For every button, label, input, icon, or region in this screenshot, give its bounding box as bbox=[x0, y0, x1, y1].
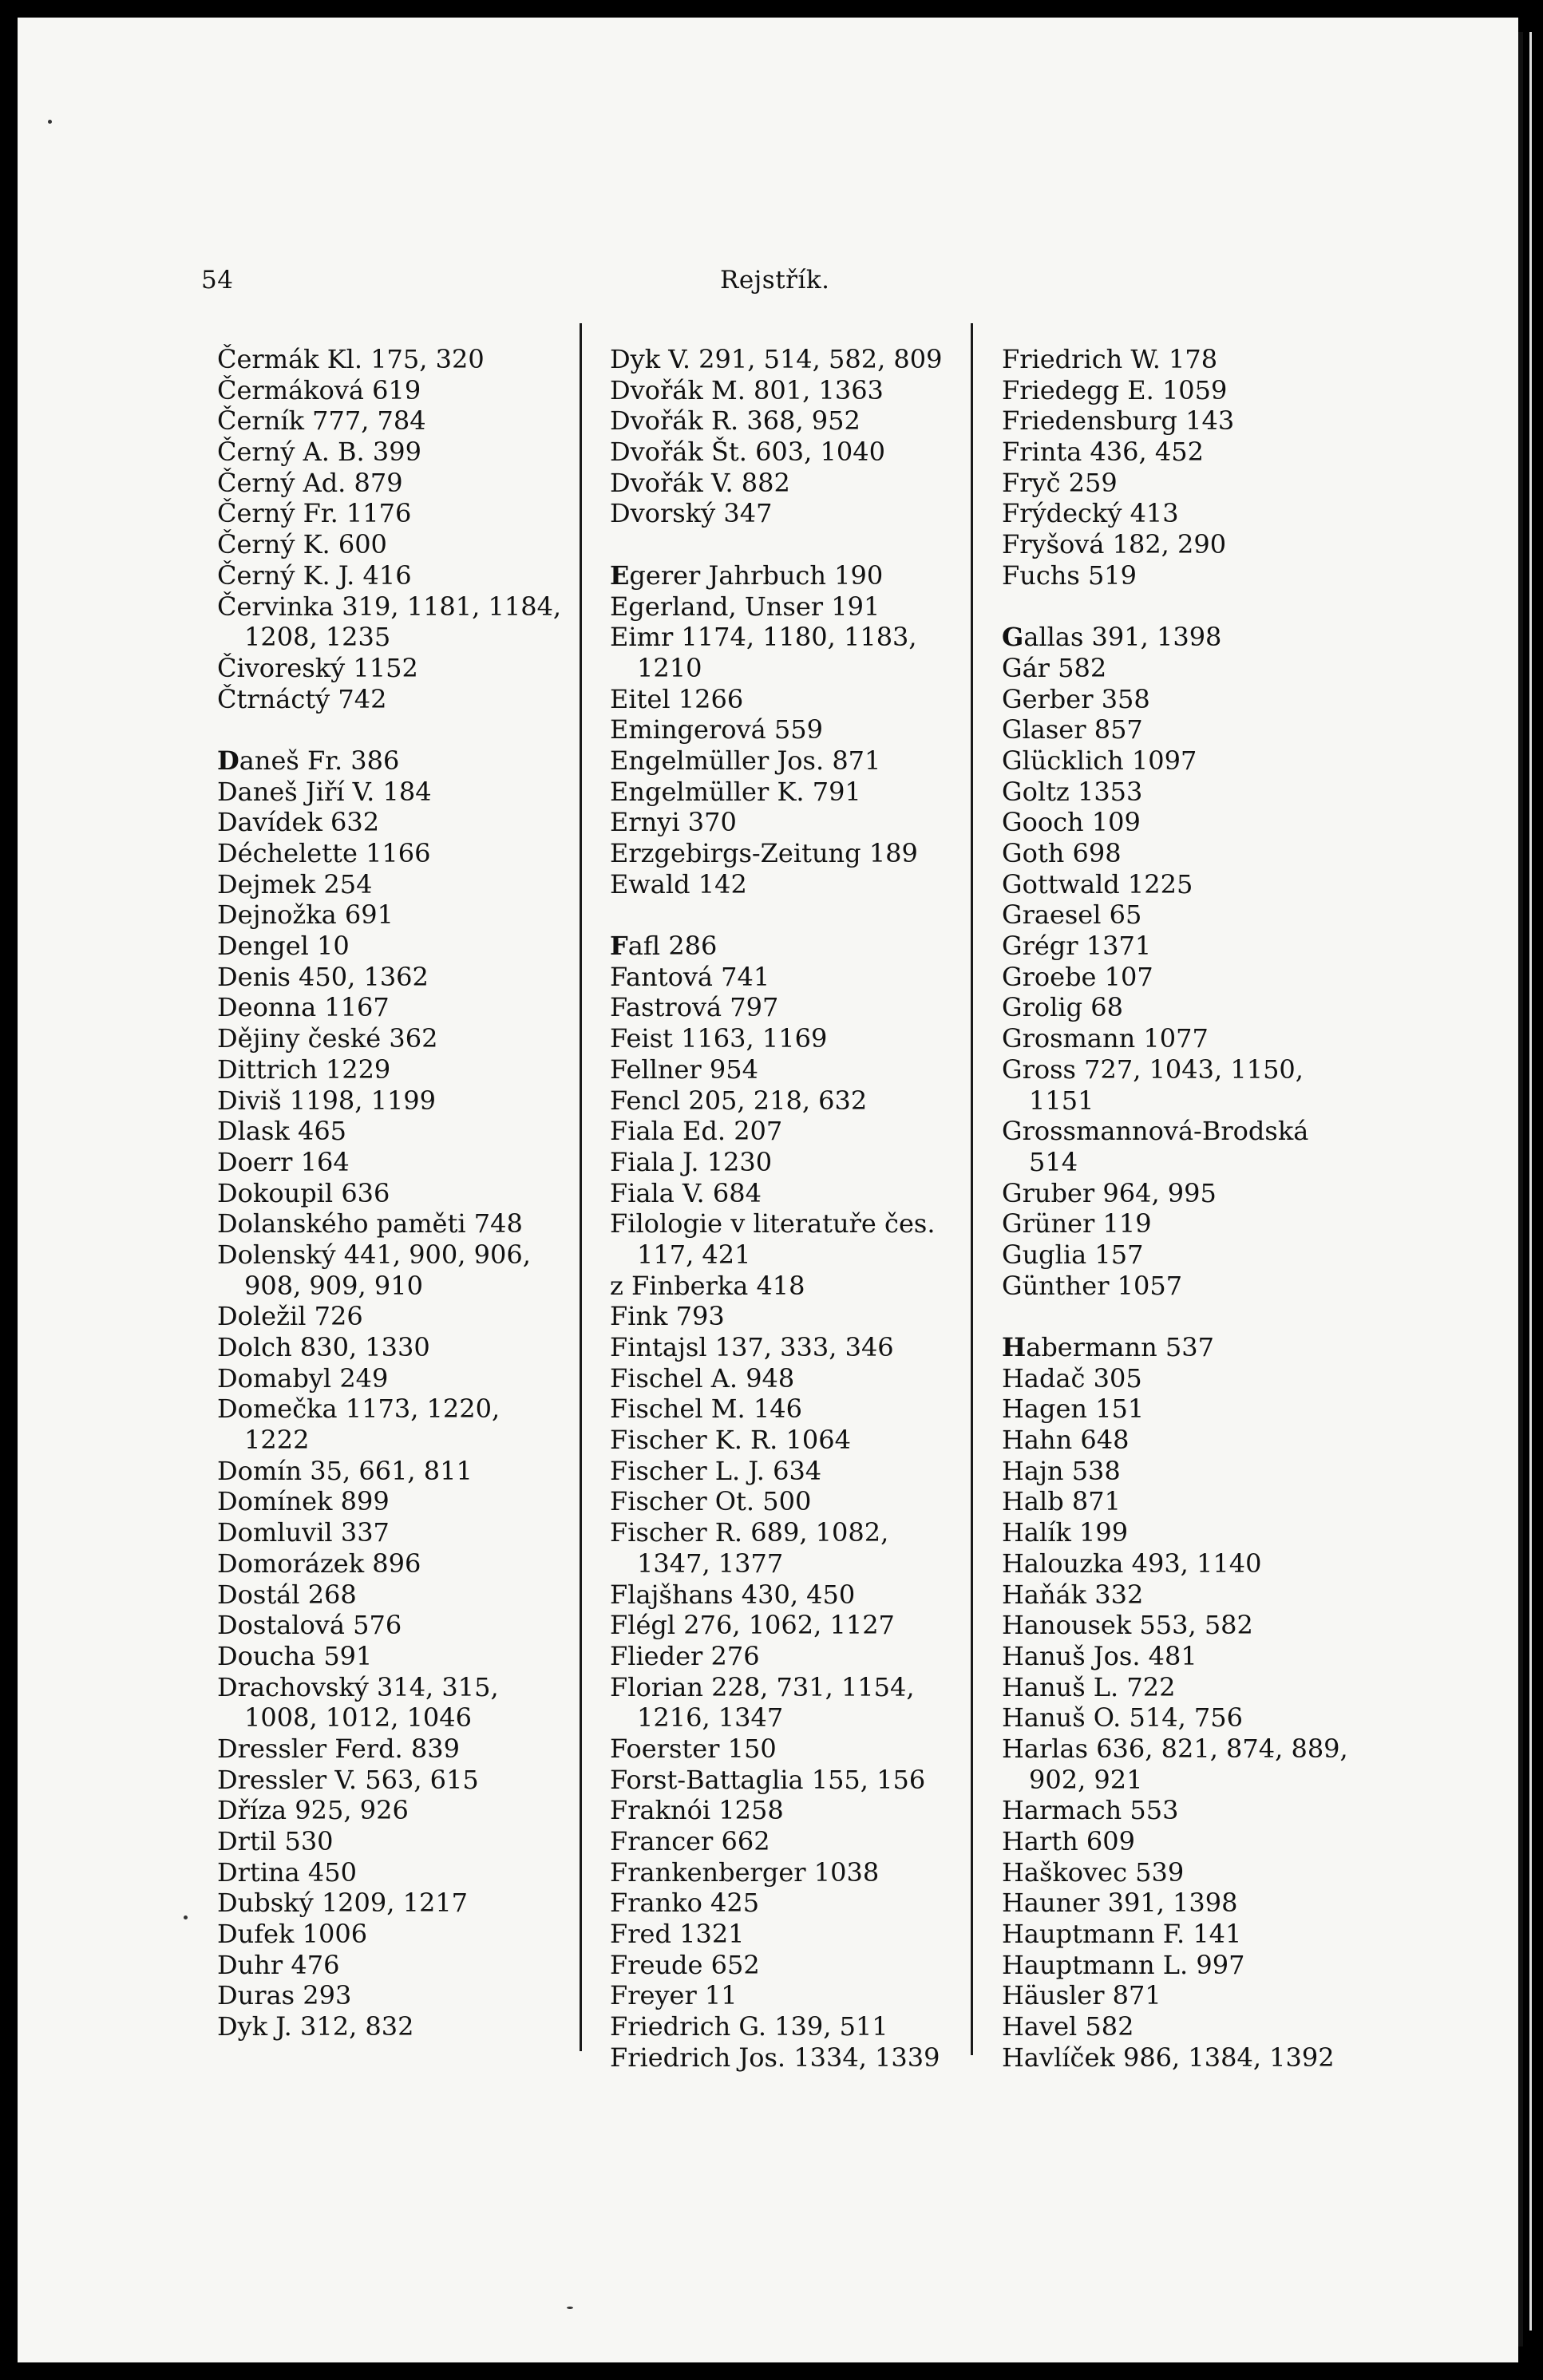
index-entry: Grüner 119 bbox=[1002, 1208, 1152, 1239]
index-entry: Glaser 857 bbox=[1002, 714, 1143, 745]
index-entry: Ernyi 370 bbox=[610, 807, 737, 838]
index-entry: Hadač 305 bbox=[1002, 1362, 1142, 1394]
section-initial-letter: F bbox=[610, 931, 628, 962]
index-entry: Domečka 1173, 1220, bbox=[217, 1394, 500, 1425]
index-entry: Dejmek 254 bbox=[217, 868, 373, 899]
index-entry-continuation: 514 bbox=[1029, 1146, 1078, 1177]
index-entry: Glücklich 1097 bbox=[1002, 745, 1197, 776]
scan-speck bbox=[567, 2307, 573, 2309]
index-entry: Grosmann 1077 bbox=[1002, 1023, 1209, 1054]
index-entry: Haškovec 539 bbox=[1002, 1856, 1185, 1888]
index-entry: Erzgebirgs-Zeitung 189 bbox=[610, 838, 918, 868]
index-entry: Foerster 150 bbox=[610, 1733, 777, 1764]
section-gap bbox=[610, 899, 988, 931]
index-entry: Hauptmann L. 997 bbox=[1002, 1949, 1245, 1980]
index-entry: Fryč 259 bbox=[1002, 467, 1118, 498]
index-entry: Harlas 636, 821, 874, 889, bbox=[1002, 1733, 1348, 1764]
index-entry: Denis 450, 1362 bbox=[217, 961, 429, 992]
index-entry: Dolch 830, 1330 bbox=[217, 1332, 430, 1362]
index-entry: Duras 293 bbox=[217, 1980, 352, 2011]
index-entry: Goth 698 bbox=[1002, 838, 1122, 868]
index-entry: Černík 777, 784 bbox=[217, 405, 426, 437]
index-entry: Černý K. 600 bbox=[217, 529, 387, 560]
index-entry: Doerr 164 bbox=[217, 1146, 350, 1177]
index-entry: Fischer R. 689, 1082, bbox=[610, 1517, 889, 1548]
index-entry: Ewald 142 bbox=[610, 868, 747, 899]
index-entry: Fink 793 bbox=[610, 1301, 725, 1332]
index-entry: Flégl 276, 1062, 1127 bbox=[610, 1610, 895, 1641]
index-entry: Graesel 65 bbox=[1002, 899, 1142, 931]
index-entry: Dokoupil 636 bbox=[217, 1177, 390, 1208]
index-entry: Čermák Kl. 175, 320 bbox=[217, 344, 485, 374]
index-entry: Guglia 157 bbox=[1002, 1239, 1144, 1270]
index-entry: Dostál 268 bbox=[217, 1579, 357, 1610]
section-gap bbox=[1002, 1301, 1385, 1332]
index-entry: Davídek 632 bbox=[217, 807, 380, 838]
running-title: Rejstřík. bbox=[720, 266, 830, 295]
index-entry: Dressler V. 563, 615 bbox=[217, 1764, 479, 1795]
index-entry-continuation: 902, 921 bbox=[1029, 1764, 1143, 1795]
index-entry: Čtrnáctý 742 bbox=[217, 683, 387, 714]
section-gap bbox=[1002, 591, 1385, 623]
index-entry: Dufek 1006 bbox=[217, 1919, 368, 1950]
index-entry: Harmach 553 bbox=[1002, 1795, 1179, 1826]
index-entry: Čermáková 619 bbox=[217, 374, 421, 405]
section-initial-letter: D bbox=[217, 745, 239, 776]
index-entry: Eitel 1266 bbox=[610, 683, 744, 714]
index-entry: Emingerová 559 bbox=[610, 714, 823, 745]
index-entry: Dubský 1209, 1217 bbox=[217, 1888, 469, 1919]
column-rule bbox=[580, 323, 582, 2051]
index-entry: Fuchs 519 bbox=[1002, 559, 1137, 591]
index-entry: Engelmüller K. 791 bbox=[610, 776, 861, 807]
index-entry: Dostalová 576 bbox=[217, 1610, 402, 1641]
index-entry: Fastrová 797 bbox=[610, 992, 779, 1023]
book-page bbox=[18, 18, 1518, 2362]
index-entry: Frinta 436, 452 bbox=[1002, 437, 1204, 468]
index-entry: Fiala J. 1230 bbox=[610, 1146, 773, 1177]
index-column-3 bbox=[1002, 344, 1385, 2074]
index-entry: Forst-Battaglia 155, 156 bbox=[610, 1764, 926, 1795]
index-entry: Engelmüller Jos. 871 bbox=[610, 745, 881, 776]
index-entry-continuation: 1210 bbox=[637, 652, 702, 683]
index-entry: Frankenberger 1038 bbox=[610, 1856, 880, 1888]
index-entry: Gruber 964, 995 bbox=[1002, 1177, 1217, 1208]
index-entry: Halík 199 bbox=[1002, 1517, 1129, 1548]
index-entry: Dolenský 441, 900, 906, bbox=[217, 1239, 531, 1270]
index-entry: Günther 1057 bbox=[1002, 1270, 1183, 1301]
section-gap bbox=[610, 529, 988, 560]
index-entry: Friedrich G. 139, 511 bbox=[610, 2011, 888, 2042]
index-entry: Hagen 151 bbox=[1002, 1394, 1145, 1425]
index-entry: Drtina 450 bbox=[217, 1856, 357, 1888]
column-rule bbox=[971, 323, 973, 2055]
index-entry: Flieder 276 bbox=[610, 1640, 760, 1671]
index-entry: Déchelette 1166 bbox=[217, 838, 431, 868]
index-entry: Fencl 205, 218, 632 bbox=[610, 1085, 868, 1116]
index-entry: Friedensburg 143 bbox=[1002, 405, 1235, 437]
index-entry: Černý Ad. 879 bbox=[217, 467, 403, 498]
index-entry-continuation: 117, 421 bbox=[637, 1239, 751, 1270]
index-entry: Fischel A. 948 bbox=[610, 1362, 795, 1394]
section-initial-letter: H bbox=[1002, 1332, 1027, 1362]
index-entry: Fintajsl 137, 333, 346 bbox=[610, 1332, 894, 1362]
index-entry: Drtil 530 bbox=[217, 1826, 334, 1856]
index-entry: Gár 582 bbox=[1002, 652, 1107, 683]
index-entry: Domluvil 337 bbox=[217, 1517, 390, 1548]
section-initial-letter: E bbox=[610, 559, 630, 591]
index-entry: Friedrich W. 178 bbox=[1002, 344, 1218, 374]
index-column-2 bbox=[610, 344, 988, 2074]
index-entry: Dengel 10 bbox=[217, 931, 350, 962]
index-entry: Goltz 1353 bbox=[1002, 776, 1143, 807]
index-entry: Fischer L. J. 634 bbox=[610, 1455, 822, 1486]
index-entry: Grolig 68 bbox=[1002, 992, 1123, 1023]
index-entry: Dvořák Št. 603, 1040 bbox=[610, 437, 885, 468]
index-entry: Dyk J. 312, 832 bbox=[217, 2011, 414, 2042]
index-entry: Eimr 1174, 1180, 1183, bbox=[610, 622, 917, 653]
index-entry: Dvořák M. 801, 1363 bbox=[610, 374, 884, 405]
index-entry: Grossmannová-Brodská bbox=[1002, 1116, 1309, 1147]
index-entry: Harth 609 bbox=[1002, 1826, 1135, 1856]
index-entry: Fred 1321 bbox=[610, 1919, 745, 1950]
index-entry: Domorázek 896 bbox=[217, 1548, 421, 1579]
index-entry: Feist 1163, 1169 bbox=[610, 1023, 828, 1054]
index-entry: Hanuš Jos. 481 bbox=[1002, 1640, 1197, 1671]
index-entry: Domabyl 249 bbox=[217, 1362, 389, 1394]
page-edge bbox=[1518, 32, 1523, 2346]
index-entry: Drachovský 314, 315, bbox=[217, 1671, 499, 1702]
index-entry: Egerland, Unser 191 bbox=[610, 591, 880, 622]
index-entry: Fafl 286 bbox=[610, 931, 718, 962]
index-entry: Dolanského paměti 748 bbox=[217, 1208, 523, 1239]
index-entry: Gallas 391, 1398 bbox=[1002, 622, 1222, 653]
index-entry: Fantová 741 bbox=[610, 961, 770, 992]
index-entry-continuation: 1208, 1235 bbox=[244, 622, 391, 653]
index-entry: z Finberka 418 bbox=[610, 1270, 805, 1301]
section-gap bbox=[217, 714, 584, 745]
index-entry-continuation: 1222 bbox=[244, 1425, 310, 1456]
index-entry-continuation: 1347, 1377 bbox=[637, 1548, 784, 1579]
index-entry: Daneš Jiří V. 184 bbox=[217, 776, 432, 807]
index-entry: Dittrich 1229 bbox=[217, 1054, 391, 1085]
index-entry: Dejnožka 691 bbox=[217, 899, 394, 931]
index-entry: Čivoreský 1152 bbox=[217, 652, 418, 683]
index-entry-continuation: 908, 909, 910 bbox=[244, 1270, 423, 1301]
index-entry: Fischer Ot. 500 bbox=[610, 1486, 812, 1517]
index-entry: Daneš Fr. 386 bbox=[217, 745, 400, 776]
index-entry: Gross 727, 1043, 1150, bbox=[1002, 1054, 1304, 1085]
index-entry: Hanuš L. 722 bbox=[1002, 1671, 1176, 1702]
index-entry: Flajšhans 430, 450 bbox=[610, 1579, 856, 1610]
index-entry: Groebe 107 bbox=[1002, 961, 1153, 992]
page-edge bbox=[1529, 32, 1532, 2331]
index-entry: Fischel M. 146 bbox=[610, 1394, 802, 1425]
index-entry: Halouzka 493, 1140 bbox=[1002, 1548, 1262, 1579]
index-entry: Fischer K. R. 1064 bbox=[610, 1425, 851, 1456]
index-entry: Deonna 1167 bbox=[217, 992, 390, 1023]
index-entry: Gooch 109 bbox=[1002, 807, 1141, 838]
index-entry: Duhr 476 bbox=[217, 1949, 340, 1980]
index-entry: Häusler 871 bbox=[1002, 1980, 1161, 2011]
index-entry: Halb 871 bbox=[1002, 1486, 1121, 1517]
index-entry: Hauner 391, 1398 bbox=[1002, 1888, 1238, 1919]
index-entry: Grégr 1371 bbox=[1002, 931, 1152, 962]
index-entry: Fiala Ed. 207 bbox=[610, 1116, 783, 1147]
index-entry-continuation: 1151 bbox=[1029, 1085, 1094, 1116]
index-entry: Diviš 1198, 1199 bbox=[217, 1085, 437, 1116]
index-entry: Domínek 899 bbox=[217, 1486, 390, 1517]
index-column-1 bbox=[217, 344, 584, 2042]
index-entry: Fraknói 1258 bbox=[610, 1795, 784, 1826]
index-entry-continuation: 1008, 1012, 1046 bbox=[244, 1702, 472, 1734]
index-entry: Hauptmann F. 141 bbox=[1002, 1919, 1242, 1950]
index-entry: Hahn 648 bbox=[1002, 1425, 1130, 1456]
index-entry: Hanousek 553, 582 bbox=[1002, 1610, 1253, 1641]
index-entry-continuation: 1216, 1347 bbox=[637, 1702, 784, 1734]
index-entry: Černý Fr. 1176 bbox=[217, 498, 412, 529]
index-entry: Gottwald 1225 bbox=[1002, 868, 1193, 899]
scan-speck bbox=[184, 1915, 188, 1919]
section-initial-letter: G bbox=[1002, 622, 1024, 653]
index-entry: Florian 228, 731, 1154, bbox=[610, 1671, 915, 1702]
index-entry: Havel 582 bbox=[1002, 2011, 1134, 2042]
index-entry: Fryšová 182, 290 bbox=[1002, 529, 1227, 560]
index-entry: Filologie v literatuře čes. bbox=[610, 1208, 936, 1239]
index-entry: Domín 35, 661, 811 bbox=[217, 1455, 473, 1486]
index-entry: Hanuš O. 514, 756 bbox=[1002, 1702, 1243, 1734]
index-entry: Dvořák V. 882 bbox=[610, 467, 790, 498]
scan-speck bbox=[48, 120, 52, 124]
index-entry: Haňák 332 bbox=[1002, 1579, 1144, 1610]
index-entry: Freude 652 bbox=[610, 1949, 760, 1980]
index-entry: Dříza 925, 926 bbox=[217, 1795, 409, 1826]
index-entry: Fellner 954 bbox=[610, 1054, 758, 1085]
index-entry: Gerber 358 bbox=[1002, 683, 1150, 714]
index-entry: Francer 662 bbox=[610, 1826, 770, 1856]
index-entry: Freyer 11 bbox=[610, 1980, 738, 2011]
index-entry: Dvořák R. 368, 952 bbox=[610, 405, 861, 437]
index-entry: Doucha 591 bbox=[217, 1640, 373, 1671]
index-entry: Dějiny české 362 bbox=[217, 1023, 438, 1054]
index-entry: Egerer Jahrbuch 190 bbox=[610, 559, 884, 591]
index-entry: Černý K. J. 416 bbox=[217, 559, 412, 591]
index-entry: Frýdecký 413 bbox=[1002, 498, 1179, 529]
index-entry: Dyk V. 291, 514, 582, 809 bbox=[610, 344, 943, 374]
index-entry: Friedegg E. 1059 bbox=[1002, 374, 1228, 405]
index-entry: Červinka 319, 1181, 1184, bbox=[217, 591, 562, 622]
index-entry: Dvorský 347 bbox=[610, 498, 773, 529]
index-entry: Hajn 538 bbox=[1002, 1455, 1121, 1486]
index-entry: Doležil 726 bbox=[217, 1301, 363, 1332]
index-entry: Dlask 465 bbox=[217, 1116, 347, 1147]
index-entry: Černý A. B. 399 bbox=[217, 437, 421, 468]
index-entry: Habermann 537 bbox=[1002, 1332, 1214, 1362]
index-entry: Friedrich Jos. 1334, 1339 bbox=[610, 2042, 940, 2073]
page-number: 54 bbox=[201, 266, 234, 295]
index-entry: Franko 425 bbox=[610, 1888, 760, 1919]
index-entry: Fiala V. 684 bbox=[610, 1177, 762, 1208]
index-entry: Dressler Ferd. 839 bbox=[217, 1733, 460, 1764]
index-entry: Havlíček 986, 1384, 1392 bbox=[1002, 2042, 1335, 2073]
